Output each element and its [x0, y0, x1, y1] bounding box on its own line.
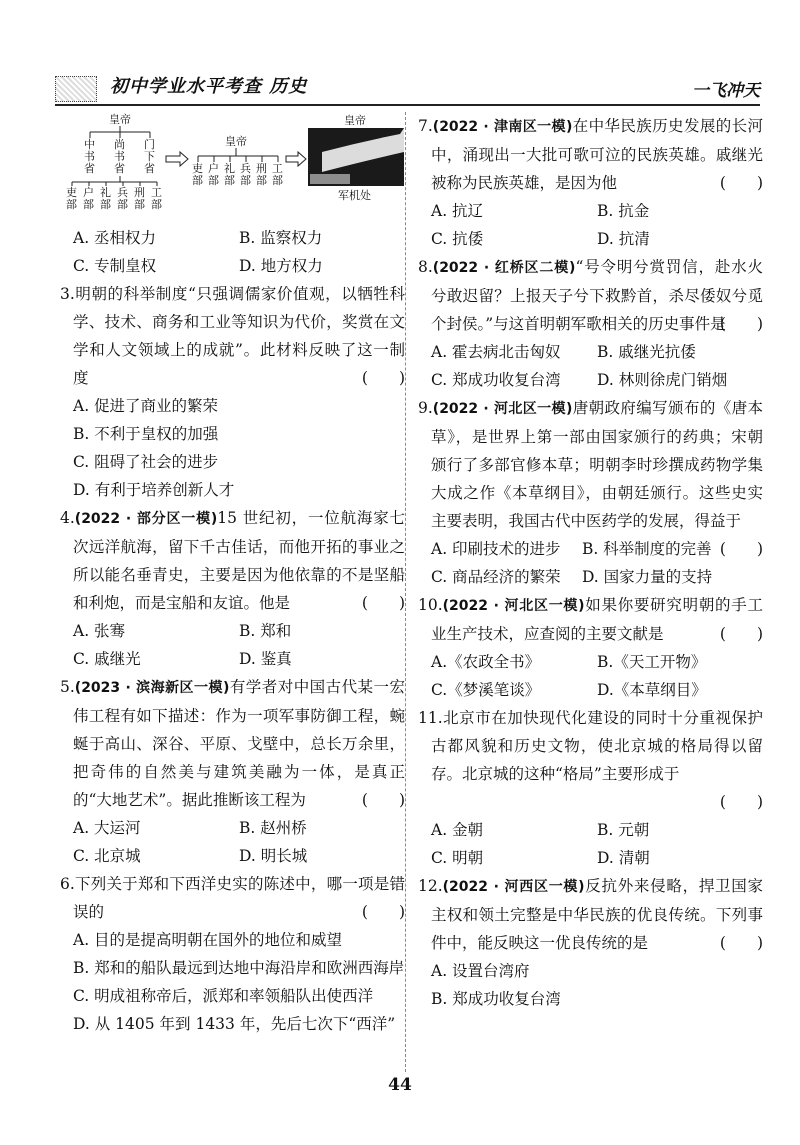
- diagram1-gong-label: 工部: [151, 186, 162, 211]
- q12-option-a[interactable]: A. 设置台湾府: [431, 962, 530, 980]
- diagram2-emperor-label: 皇帝: [225, 135, 247, 148]
- q5-option-a[interactable]: A. 大运河: [73, 819, 141, 837]
- diagram3-grand-council-label: 军机处: [338, 189, 371, 202]
- q8-option-b[interactable]: B. 戚继光抗倭: [597, 343, 696, 361]
- q2-option-b[interactable]: B. 监察权力: [239, 229, 323, 247]
- question-4: [60, 504, 405, 673]
- question-6: [60, 870, 405, 1038]
- q4-answer-blank[interactable]: ( ): [361, 594, 405, 612]
- diagram1-emperor-label: 皇帝: [109, 113, 131, 126]
- q7-option-c[interactable]: C. 抗倭: [431, 230, 484, 248]
- q6-option-a[interactable]: A. 目的是提高明朝在国外的地位和威望: [73, 931, 343, 949]
- q4-number: 4.: [60, 509, 75, 527]
- q11-option-c[interactable]: C. 明朝: [431, 849, 484, 867]
- q7-number: 7.: [418, 117, 433, 135]
- q4-option-b[interactable]: B. 郑和: [239, 622, 292, 640]
- q7-source: (2022 · 津南区一模): [432, 119, 573, 135]
- q3-stem: 3.明朝的科举制度“只强调儒家价值观，以牺牲科学、技术、商务和工业等知识为代价，奖赏在文学和人文领域上的成就”。此材料反映了这一制度: [60, 285, 405, 387]
- q12-answer-blank[interactable]: ( ): [719, 934, 763, 952]
- q6-option-c[interactable]: C. 明成祖称帝后，派郑和率领船队出使西洋: [73, 987, 374, 1005]
- question-5: [60, 673, 405, 870]
- q10-option-a[interactable]: A.《农政全书》: [431, 653, 541, 671]
- diagram2-gong-label: 工部: [272, 162, 283, 187]
- q7-option-b[interactable]: B. 抗金: [597, 202, 650, 220]
- q9-option-a[interactable]: A. 印刷技术的进步: [431, 540, 561, 558]
- q2-option-a[interactable]: A. 丞相权力: [73, 229, 157, 247]
- q9-option-d[interactable]: D. 国家力量的支持: [581, 568, 713, 586]
- q10-answer-blank[interactable]: ( ): [719, 625, 763, 643]
- q7-answer-blank[interactable]: ( ): [719, 174, 763, 192]
- q11-option-d[interactable]: D. 清朝: [597, 849, 650, 867]
- q5-source: (2023 · 滨海新区一模): [74, 680, 230, 696]
- question-2: [60, 224, 405, 280]
- question-7: [418, 112, 763, 253]
- q2-option-c[interactable]: C. 专制皇权: [73, 257, 157, 275]
- q4-stem: 15 世纪初，一位航海家七次远洋航海，留下千古佳话，而他开拓的事业之所以能名垂青史，主要是因为他依靠的不是坚船和利炮，而是宝船和友谊。他是: [73, 509, 406, 612]
- q9-number: 9.: [418, 399, 433, 417]
- q6-option-d[interactable]: D. 从 1405 年到 1433 年，先后七次下“西洋”: [73, 1015, 396, 1033]
- q11-stem: 11.北京市在加快现代化建设的同时十分重视保护古都风貌和历史文物，使北京城的格局得以留存。北京城的这种“格局”主要形成于: [418, 709, 763, 783]
- q11-option-a[interactable]: A. 金朝: [431, 821, 484, 839]
- diagram1-menxia-label: 门下省: [144, 138, 155, 175]
- q8-option-d[interactable]: D. 林则徐虎门销烟: [597, 371, 728, 389]
- q5-option-c[interactable]: C. 北京城: [73, 847, 141, 865]
- q7-stem: 在中华民族历史发展的长河中，涌现出一大批可歌可泣的民族英雄。戚继光被称为民族英雄，是因为他: [431, 117, 763, 192]
- diagram2-xing-label: 刑部: [256, 162, 267, 187]
- diagram3-emperor-label: 皇帝: [344, 114, 366, 127]
- diagram1-li-label: 吏部: [66, 186, 77, 211]
- q10-source: (2022 · 河北区一模): [442, 598, 585, 614]
- q12-number: 12.: [418, 877, 443, 895]
- column-divider: [405, 112, 406, 1072]
- q9-option-c[interactable]: C. 商品经济的繁荣: [431, 568, 561, 586]
- diagram1-bing-label: 兵部: [117, 186, 128, 211]
- q3-option-c[interactable]: C. 阻碍了社会的进步: [73, 453, 219, 471]
- q8-option-a[interactable]: A. 霍去病北击匈奴: [431, 343, 561, 361]
- q5-option-d[interactable]: D. 明长城: [239, 847, 308, 865]
- question-3: [60, 280, 405, 504]
- q4-option-d[interactable]: D. 鉴真: [239, 650, 292, 668]
- q11-answer-blank[interactable]: ( ): [719, 793, 763, 811]
- q10-option-b[interactable]: B.《天工开物》: [597, 653, 707, 671]
- q9-option-b[interactable]: B. 科举制度的完善: [581, 540, 712, 558]
- q6-option-b[interactable]: B. 郑和的船队最远到达地中海沿岸和欧洲西海岸: [73, 959, 405, 977]
- q8-source: (2022 · 红桥区二模): [432, 260, 576, 276]
- question-11: [418, 704, 763, 872]
- q4-option-a[interactable]: A. 张骞: [73, 622, 126, 640]
- q8-number: 8.: [418, 258, 433, 276]
- q10-option-d[interactable]: D.《本草纲目》: [597, 681, 707, 699]
- q12-option-b[interactable]: B. 郑成功收复台湾: [431, 990, 561, 1008]
- q3-option-b[interactable]: B. 不利于皇权的加强: [73, 425, 219, 443]
- q5-stem: 有学者对中国古代某一宏伟工程有如下描述：作为一项军事防御工程，蜿蜒于高山、深谷、平原、戈壁中，总长万余里，把奇伟的自然美与建筑美融为一体，是真正的“大地艺术”。据此推断该工程为: [73, 678, 405, 809]
- q8-answer-blank[interactable]: ( ): [719, 315, 763, 333]
- q11-option-b[interactable]: B. 元朝: [597, 821, 650, 839]
- q3-answer-blank[interactable]: ( ): [361, 369, 405, 387]
- q4-option-c[interactable]: C. 戚继光: [73, 650, 141, 668]
- question-8: [418, 253, 763, 394]
- q12-source: (2022 · 河西区一模): [442, 879, 585, 895]
- diagram1-zhongshu-label: 中书省: [84, 138, 95, 175]
- q9-stem: 唐朝政府编写颁布的《唐本草》，是世界上第一部由国家颁行的药典；宋朝颁行了多部官修本草；明朝李时珍撰成药物学集大成之作《本草纲目》，由朝廷颁行。这些史实主要表明，我国古代中医药学的发展，得益于: [431, 399, 763, 530]
- question-9: [418, 394, 763, 591]
- diagram1-li2-label: 礼部: [100, 186, 111, 211]
- q7-option-d[interactable]: D. 抗清: [597, 230, 650, 248]
- q8-option-c[interactable]: C. 郑成功收复台湾: [431, 371, 561, 389]
- header-brand: 一飞冲天: [692, 81, 760, 101]
- q3-option-d[interactable]: D. 有利于培养创新人才: [73, 481, 235, 499]
- q2-option-d[interactable]: D. 地方权力: [239, 257, 323, 275]
- diagram2-bing-label: 兵部: [240, 162, 251, 187]
- q5-answer-blank[interactable]: ( ): [361, 791, 405, 809]
- header-title: 初中学业水平考查 历史: [110, 76, 308, 97]
- right-column: [418, 112, 763, 1013]
- q12-stem: 反抗外来侵略，捍卫国家主权和领土完整是中华民族的优良传统。下列事件中，能反映这一优良传统的是: [431, 877, 763, 952]
- q6-stem: 6.下列关于郑和下西洋史实的陈述中，哪一项是错误的: [60, 875, 405, 921]
- q5-option-b[interactable]: B. 赵州桥: [239, 819, 307, 837]
- left-column: [60, 112, 405, 1038]
- diagram2-hu-label: 户部: [208, 162, 219, 187]
- q5-number: 5.: [60, 678, 75, 696]
- question-12: [418, 872, 763, 1013]
- diagram1-shangshu-label: 尚书省: [114, 138, 125, 175]
- q9-source: (2022 · 河北区一模): [432, 401, 573, 417]
- diagram1-xing-label: 刑部: [134, 186, 145, 211]
- q10-number: 10.: [418, 596, 443, 614]
- page-number: 44: [388, 1075, 412, 1095]
- q10-option-c[interactable]: C.《梦溪笔谈》: [431, 681, 541, 699]
- q10-stem: 如果你要研究明朝的手工业生产技术，应查阅的主要文献是: [431, 596, 763, 643]
- diagram2-li-label: 吏部: [192, 162, 203, 187]
- q7-option-a[interactable]: A. 抗辽: [431, 202, 484, 220]
- q4-source: (2022 · 部分区一模): [74, 511, 218, 527]
- page-header: [55, 68, 760, 106]
- series-logo: [55, 76, 97, 102]
- diagram1-hu-label: 户部: [83, 186, 94, 211]
- q3-option-a[interactable]: A. 促进了商业的繁荣: [73, 397, 219, 415]
- q9-answer-blank[interactable]: ( ): [719, 540, 763, 558]
- q6-answer-blank[interactable]: ( ): [361, 903, 405, 921]
- government-structure-diagram: [60, 112, 405, 224]
- question-10: [418, 591, 763, 704]
- diagram2-li2-label: 礼部: [224, 162, 235, 187]
- q8-stem: “号令明兮赏罚信，赴水火兮敢迟留？上报天子兮下救黔首，杀尽倭奴兮觅个封侯。”与这首明朝军歌相关的历史事件是: [431, 258, 763, 333]
